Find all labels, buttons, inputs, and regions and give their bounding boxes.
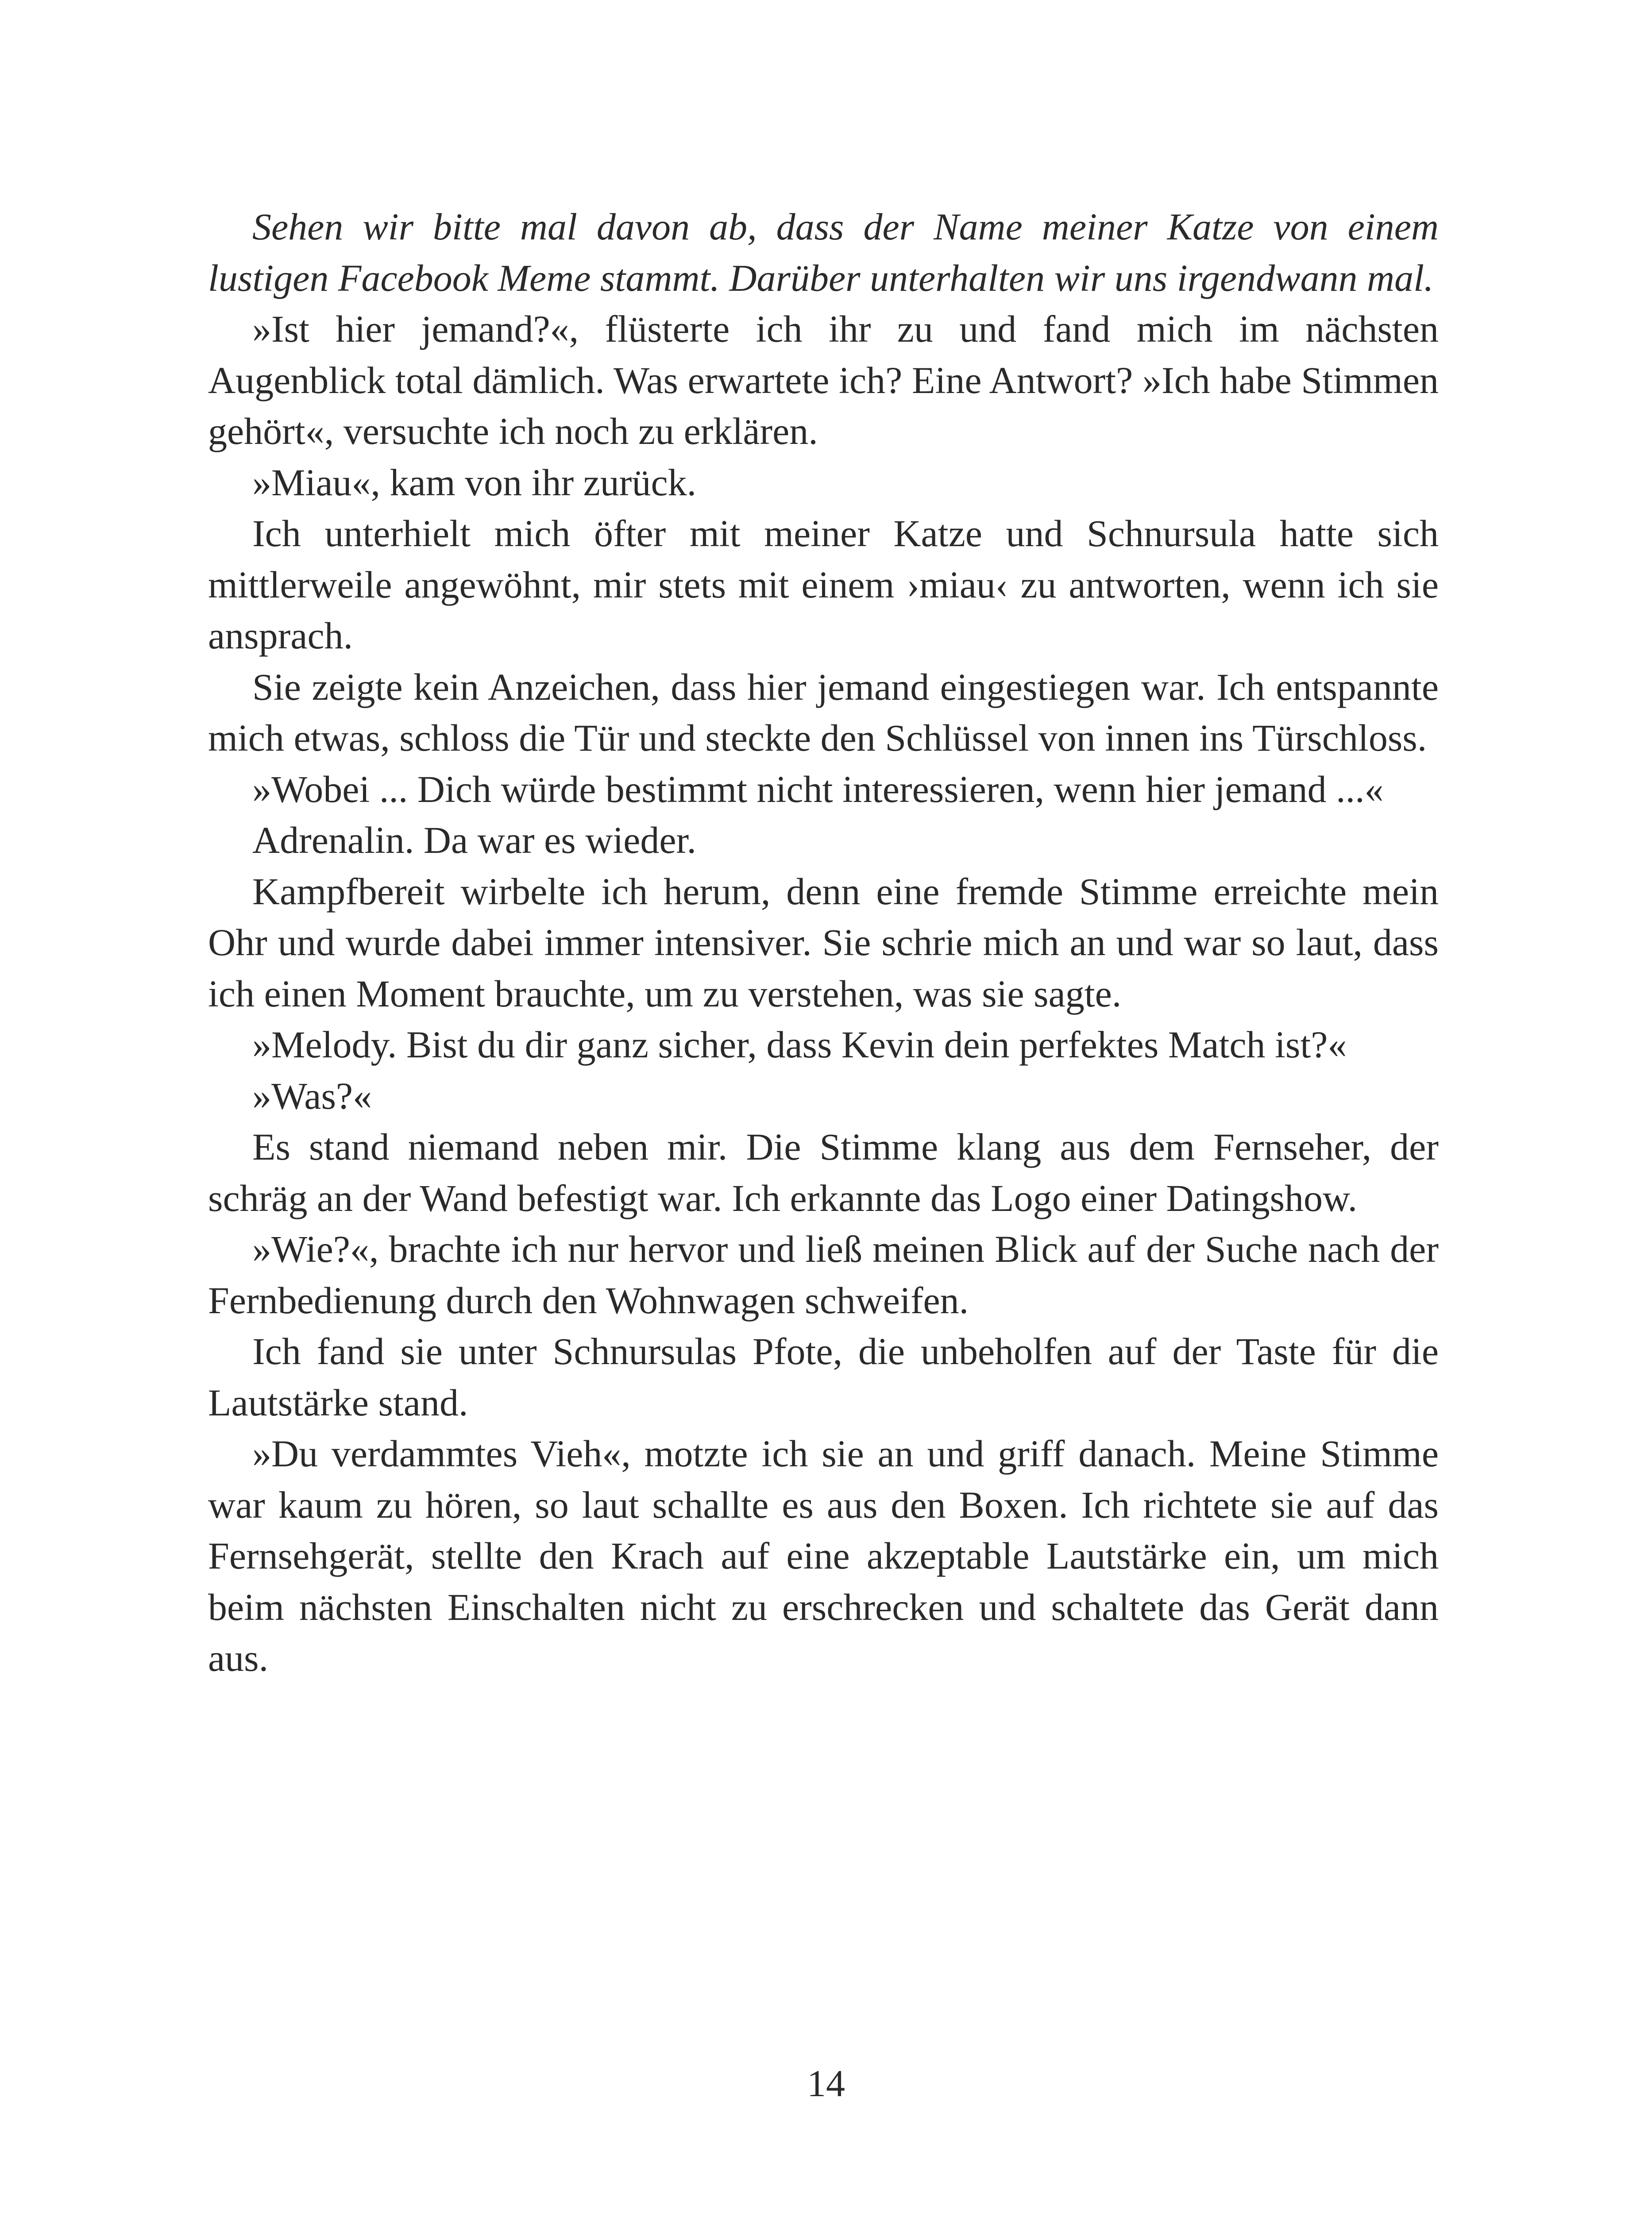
body-text bbox=[208, 201, 1439, 1684]
paragraph-6: »Wobei ... Dich würde bestimmt nicht interessieren, wenn hier jemand ...« bbox=[252, 767, 1384, 810]
paragraph-12: »Wie?«, brachte ich nur hervor und ließ meinen Blick auf der Suche nach der Fernbedienung durch den Wohnwagen schweifen. bbox=[208, 1228, 1439, 1322]
paragraph-8: Kampfbereit wirbelte ich herum, denn eine fremde Stimme erreichte mein Ohr und wurde dabei immer intensiver. Sie schrie mich an und war so laut, dass ich einen Moment brauchte, um zu verstehen, was sie sagte. bbox=[208, 870, 1439, 1015]
paragraph-13: Ich fand sie unter Schnursulas Pfote, die unbeholfen auf der Taste für die Lautstärke stand. bbox=[208, 1330, 1439, 1424]
paragraph-10: »Was?« bbox=[252, 1074, 372, 1117]
paragraph-1: Sehen wir bitte mal davon ab, dass der Name meiner Katze von einem lustigen Facebook Meme stammt. Darüber unterhalten wir uns irgendwann mal. bbox=[208, 205, 1439, 299]
paragraph-2: »Ist hier jemand?«, flüsterte ich ihr zu und fand mich im nächsten Augenblick total dämlich. Was erwartete ich? Eine Antwort? »Ich habe Stimmen gehört«, versuchte ich noch zu erklären. bbox=[208, 308, 1439, 452]
page-number: 14 bbox=[807, 2062, 845, 2105]
paragraph-7: Adrenalin. Da war es wieder. bbox=[252, 819, 696, 861]
paragraph-3: »Miau«, kam von ihr zurück. bbox=[252, 461, 697, 504]
paragraph-14: »Du verdammtes Vieh«, motzte ich sie an und griff danach. Meine Stimme war kaum zu hören, so laut schallte es aus den Boxen. Ich richtete sie auf das Fernsehgerät, stellte den Krach auf eine akzeptable Lautstärke ein, um mich beim nächsten Einschalten nicht zu erschrecken und schaltete das Gerät dann aus. bbox=[208, 1432, 1439, 1679]
paragraph-11: Es stand niemand neben mir. Die Stimme klang aus dem Fernseher, der schräg an der Wand befestigt war. Ich erkannte das Logo einer Datingshow. bbox=[208, 1126, 1439, 1219]
paragraph-9: »Melody. Bist du dir ganz sicher, dass Kevin dein perfektes Match ist?« bbox=[252, 1023, 1347, 1066]
paragraph-5: Sie zeigte kein Anzeichen, dass hier jemand eingestiegen war. Ich entspannte mich etwas, schloss die Tür und steckte den Schlüssel von innen ins Türschloss. bbox=[208, 665, 1439, 759]
paragraph-4: Ich unterhielt mich öfter mit meiner Katze und Schnursula hatte sich mittlerweile angewöhnt, mir stets mit einem ›miau‹ zu antworten, wenn ich sie ansprach. bbox=[208, 512, 1439, 657]
